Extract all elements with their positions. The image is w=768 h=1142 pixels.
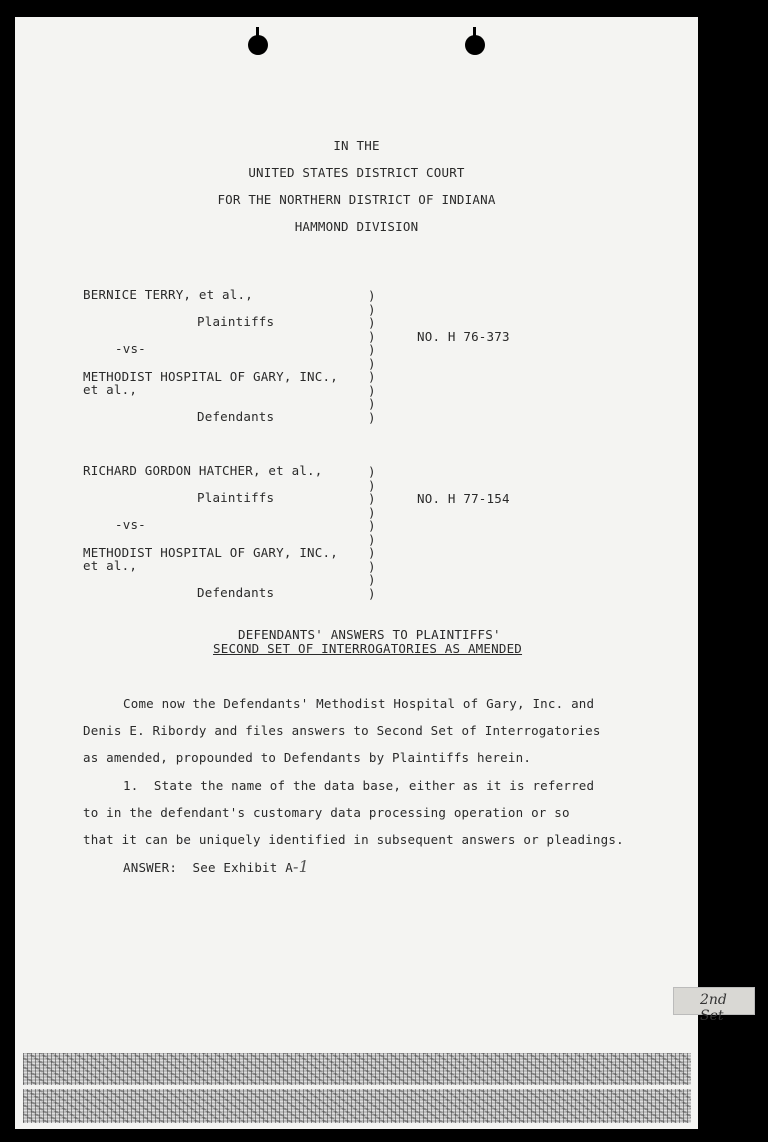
case1-defendant-line1: METHODIST HOSPITAL OF GARY, INC., [83, 369, 338, 384]
body-para1-line2: Denis E. Ribordy and files answers to Second Set of Interrogatories [83, 723, 601, 738]
interrogatory-1-line1: 1. State the name of the data base, either as it is referred [123, 778, 595, 793]
case2-vs: -vs- [115, 517, 146, 532]
case2-defendants-label: Defendants [197, 585, 275, 600]
case1-defendants-label: Defendants [197, 409, 275, 424]
body-para1-line1: Come now the Defendants' Methodist Hospital of Gary, Inc. and [123, 696, 595, 711]
header-line-4: HAMMOND DIVISION [294, 219, 419, 234]
case1-plaintiffs-label: Plaintiffs [197, 314, 275, 329]
case2-plaintiffs-label: Plaintiffs [197, 490, 275, 505]
scan-noise-band-top [23, 1053, 691, 1085]
interrogatory-1-line3: that it can be uniquely identified in subsequent answers or pleadings. [83, 832, 624, 847]
header-line-3: FOR THE NORTHERN DISTRICT OF INDIANA [217, 192, 496, 207]
document-page [15, 17, 698, 1129]
punch-hole-right [465, 35, 485, 55]
case1-paren-column: ) ) ) ) ) ) ) ) ) ) [368, 288, 376, 425]
case1-number: NO. H 76-373 [417, 329, 510, 344]
answer-handwritten-suffix: -1 [292, 857, 309, 876]
document-title-line1: DEFENDANTS' ANSWERS TO PLAINTIFFS' [238, 627, 501, 642]
case2-number: NO. H 77-154 [417, 491, 510, 506]
body-para1-line3: as amended, propounded to Defendants by Plaintiffs herein. [83, 750, 532, 765]
case2-paren-column: ) ) ) ) ) ) ) ) ) ) [368, 464, 376, 601]
case1-defendant-line2: et al., [83, 382, 138, 397]
case2-plaintiff: RICHARD GORDON HATCHER, et al., [83, 463, 323, 478]
punch-hole-left [248, 35, 268, 55]
header-line-1: IN THE [333, 138, 380, 153]
case1-plaintiff: BERNICE TERRY, et al., [83, 287, 253, 302]
document-title-line2: SECOND SET OF INTERROGATORIES AS AMENDED [213, 641, 523, 656]
interrogatory-1-line2: to in the defendant's customary data processing operation or so [83, 805, 570, 820]
header-line-2: UNITED STATES DISTRICT COURT [248, 165, 465, 180]
side-index-tab [673, 987, 755, 1024]
case1-vs: -vs- [115, 341, 146, 356]
answer-line [123, 859, 309, 876]
case2-defendant-line1: METHODIST HOSPITAL OF GARY, INC., [83, 545, 338, 560]
side-tab-label: 2nd Set [700, 992, 727, 1024]
scan-noise-band-bottom [23, 1089, 691, 1123]
answer-label: ANSWER: See Exhibit A [123, 860, 293, 875]
case2-defendant-line2: et al., [83, 558, 138, 573]
